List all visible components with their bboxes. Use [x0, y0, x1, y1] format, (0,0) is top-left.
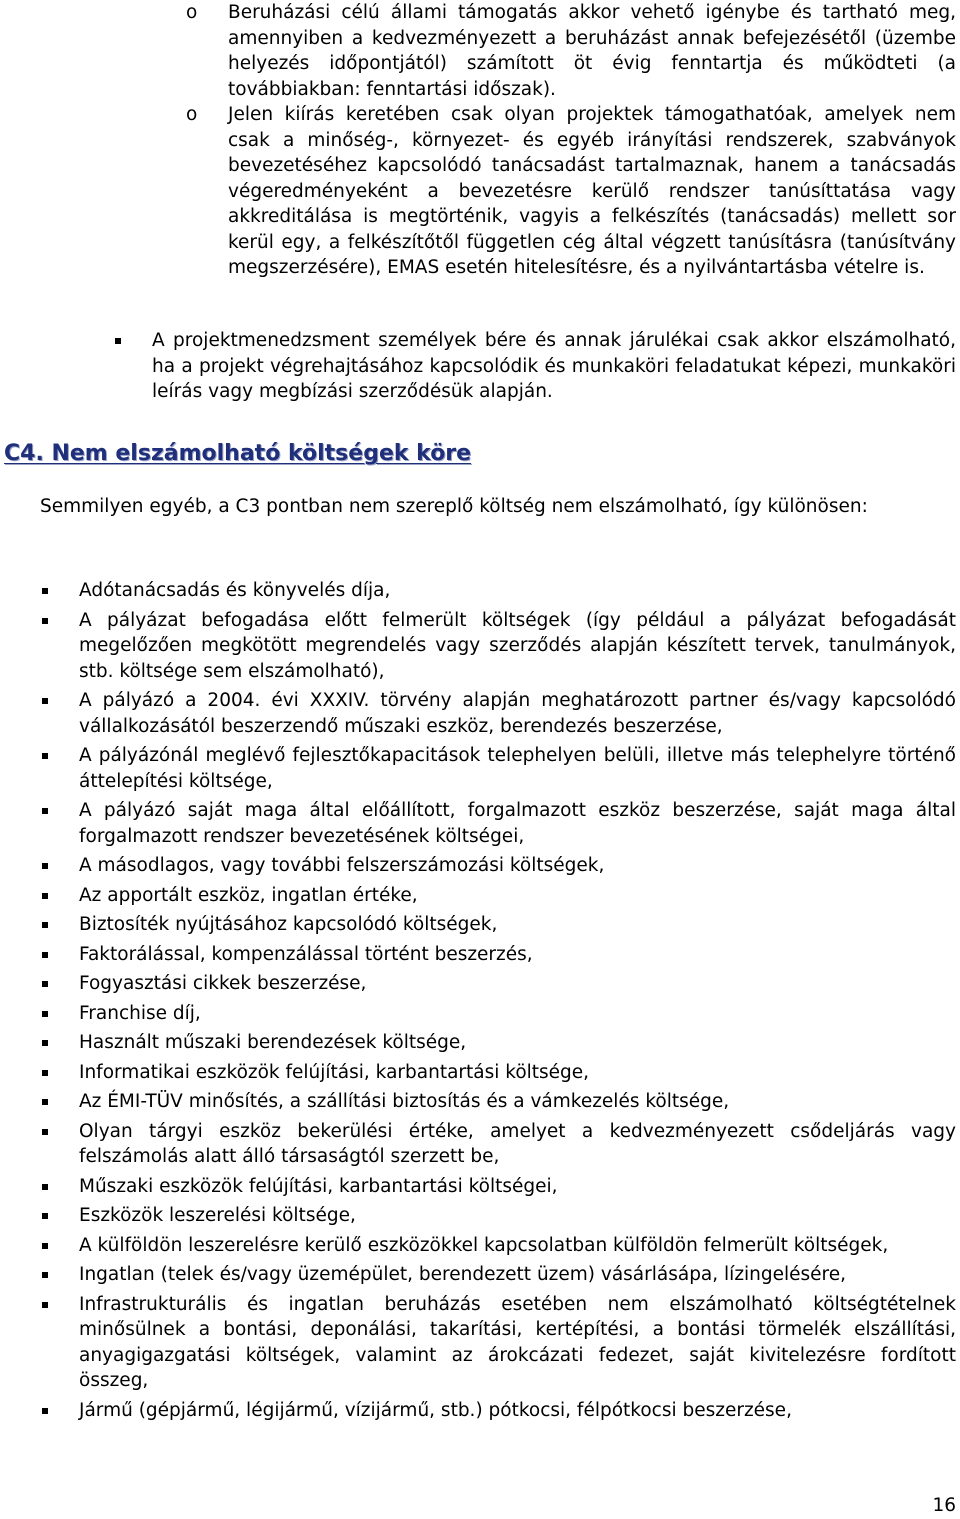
sublist-item-text: Jelen kiírás keretében csak olyan projektek támogathatóak, amelyek nem csak a minőség-, környezet- és egyéb irányítási rendszerek, szabványok bevezetéséhez kapcsolódó tanácsadást tartalmaznak, hanem a tanácsadás végeredményeként a bevezetésre kerülő rendszer tanúsíttatása vagy akkreditálása is megtörténik, vagyis a felkészítés (tanácsadás) mellett sor kerül egy, a felkészítőtől független cég által végzett tanúsításra (tanúsítvány megszerzésére), EMAS esetén hitelesítésre, és a nyilvántartásba vételre is.	[228, 104, 956, 278]
sublist-item-text: Beruházási célú állami támogatás akkor vehető igénybe és tartható meg, amennyiben a kedvezményezett a beruházást annak befejezésétől (üzembe helyezés időpontjától) számított öt évig fenntartja és működteti (a továbbiakban: fenntartási időszak).	[228, 2, 956, 100]
list-item: Jármű (gépjármű, légijármű, vízijármű, stb.) pótkocsi, félpótkocsi beszerzése,	[0, 1398, 960, 1424]
list-item: Olyan tárgyi eszköz bekerülési értéke, amelyet a kedvezményezett csődeljárás vagy felszámolás alatt álló társaságtól szerzett be,	[0, 1119, 960, 1170]
square-bullet-icon	[42, 981, 48, 987]
square-bullet-icon	[42, 1184, 48, 1190]
square-bullet-icon	[42, 893, 48, 899]
list-item: A másodlagos, vagy további felszerszámozási költségek,	[0, 853, 960, 879]
square-bullet-icon	[42, 1040, 48, 1046]
non-eligible-costs-list	[0, 578, 960, 1427]
list-item: Faktorálással, kompenzálással történt beszerzés,	[0, 942, 960, 968]
square-bullet-icon	[42, 952, 48, 958]
square-bullet-icon	[42, 698, 48, 704]
page-number: 16	[932, 1495, 956, 1516]
square-bullet-icon	[42, 922, 48, 928]
square-bullet-icon	[42, 1302, 48, 1308]
square-bullet-icon	[42, 863, 48, 869]
list-item: Fogyasztási cikkek beszerzése,	[0, 971, 960, 997]
list-item: A pályázónál meglévő fejlesztőkapacitások telephelyen belüli, illetve más telephelyre történő áttelepítési költsége,	[0, 743, 960, 794]
list-item: Infrastrukturális és ingatlan beruházás esetében nem elszámolható költségtételnek minősülnek a bontási, deponálási, takarítási, kertépítési, a bontási törmelék elszállítási, anyagigazgatási költségek, valamint az árokcázati fedezet, saját kivitelezésre fordított összeg,	[0, 1292, 960, 1394]
section-heading: C4. Nem elszámolható költségek köre	[4, 441, 472, 466]
list-item: Eszközök leszerelési költsége,	[0, 1203, 960, 1229]
list-item: Műszaki eszközök felújítási, karbantartási költségei,	[0, 1174, 960, 1200]
square-bullet-icon	[42, 1243, 48, 1249]
list-item: Informatikai eszközök felújítási, karbantartási költsége,	[0, 1060, 960, 1086]
list-item: Az apportált eszköz, ingatlan értéke,	[0, 883, 960, 909]
square-bullet-icon	[42, 1408, 48, 1414]
list-item: Adótanácsadás és könyvelés díja,	[0, 578, 960, 604]
project-management-text: A projektmenedzsment személyek bére és annak járulékai csak akkor elszámolható, ha a projekt végrehajtásához kapcsolódik és munkaköri feladatukat képezi, munkaköri leírás vagy megbízási szerződésük alapján.	[152, 330, 956, 402]
square-bullet-icon	[42, 1272, 48, 1278]
list-item: Ingatlan (telek és/vagy üzemépület, berendezett üzem) vásárlásáра, lízingelésére,	[0, 1262, 960, 1288]
square-bullet-icon	[42, 808, 48, 814]
list-item: Az ÉMI-TÜV minősítés, a szállítási biztosítás és a vámkezelés költsége,	[0, 1089, 960, 1115]
square-bullet-icon	[42, 1011, 48, 1017]
square-bullet-icon	[42, 1099, 48, 1105]
list-item: A pályázó a 2004. évi XXXIV. törvény alapján meghatározott partner és/vagy kapcsolódó vállalkozásától beszerzendő műszaki eszköz, berendezés beszerzése,	[0, 688, 960, 739]
circle-bullet-icon: o	[186, 2, 198, 23]
list-item: Használt műszaki berendezések költsége,	[0, 1030, 960, 1056]
square-bullet-icon	[42, 753, 48, 759]
list-item: Biztosíték nyújtásához kapcsolódó költségek,	[0, 912, 960, 938]
intro-paragraph: Semmilyen egyéb, a C3 pontban nem szereplő költség nem elszámolható, így különösen:	[40, 496, 868, 517]
list-item: A pályázat befogadása előtt felmerült költségek (így például a pályázat befogadását megelőzően megkötött megrendelés vagy szerződés alapján készített tervek, tanulmányok, stb. költsége sem elszámolható),	[0, 608, 960, 685]
circle-bullet-icon: o	[186, 104, 198, 125]
list-item: Franchise díj,	[0, 1001, 960, 1027]
square-bullet-icon	[42, 588, 48, 594]
list-item: A pályázó saját maga által előállított, forgalmazott eszköz beszerzése, saját maga által forgalmazott rendszer bevezetésének költségei,	[0, 798, 960, 849]
square-bullet-icon	[115, 338, 121, 344]
square-bullet-icon	[42, 1070, 48, 1076]
square-bullet-icon	[42, 1129, 48, 1135]
square-bullet-icon	[42, 618, 48, 624]
list-item: A külföldön leszerelésre kerülő eszközökkel kapcsolatban külföldön felmerült költségek,	[0, 1233, 960, 1259]
square-bullet-icon	[42, 1213, 48, 1219]
